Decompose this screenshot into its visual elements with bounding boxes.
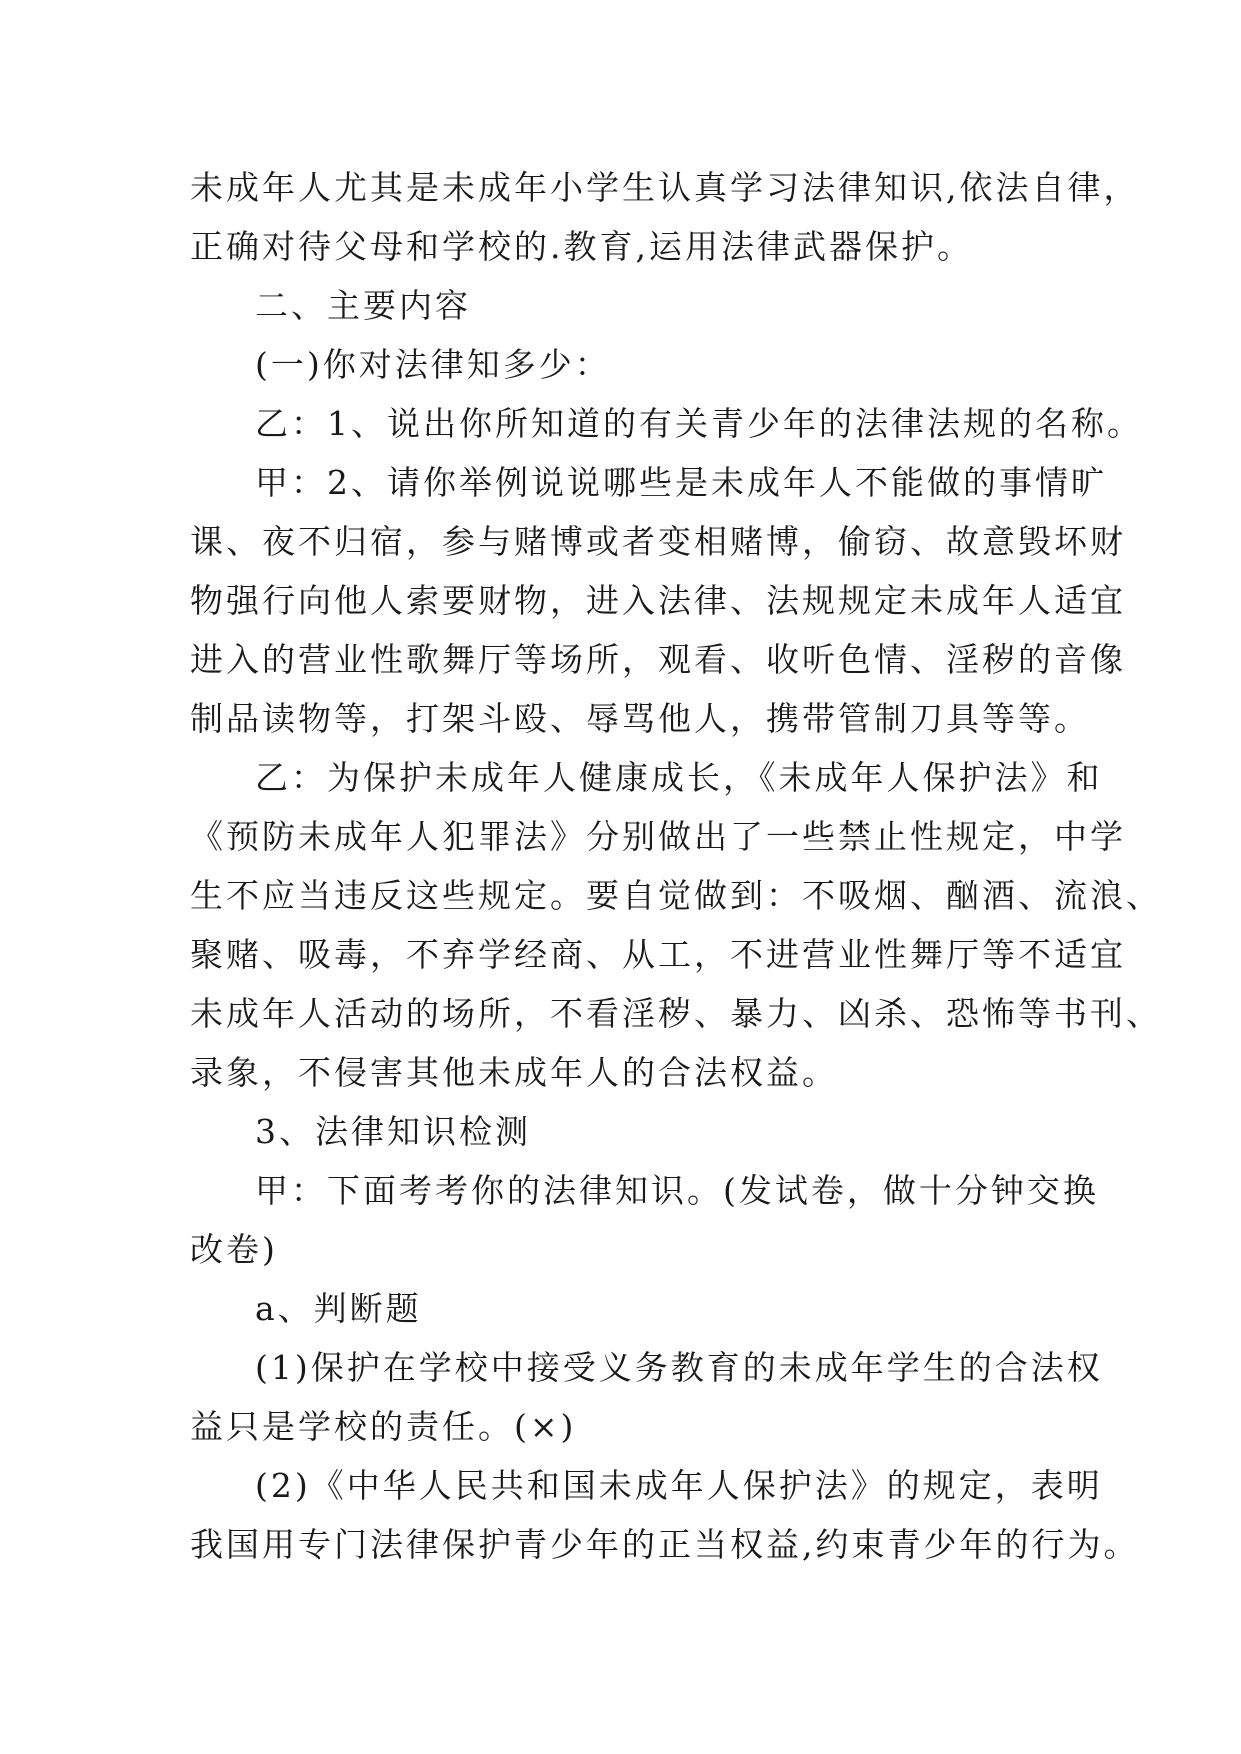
question-line: 益只是学校的责任。(×) bbox=[190, 1407, 577, 1446]
question-line: (2)《中华人民共和国未成年人保护法》的规定，表明 bbox=[255, 1466, 1103, 1505]
text-line: 录象，不侵害其他未成年人的合法权益。 bbox=[190, 1053, 838, 1092]
question-line: 我国用专门法律保护青少年的正当权益,约束青少年的行为。 bbox=[190, 1525, 1140, 1564]
text-line: 乙：1、说出你所知道的有关青少年的法律法规的名称。 bbox=[255, 404, 1143, 443]
subsection-heading: 3、法律知识检测 bbox=[255, 1112, 531, 1151]
section-heading: 二、主要内容 bbox=[255, 286, 471, 325]
text-line: 乙：为保护未成年人健康成长，《未成年人保护法》和 bbox=[255, 758, 1103, 797]
text-line: 物强行向他人索要财物，进入法律、法规规定未成年人适宜 bbox=[190, 581, 1126, 620]
question-line: (1)保护在学校中接受义务教育的未成年学生的合法权 bbox=[255, 1348, 1103, 1387]
text-line: 甲：2、请你举例说说哪些是未成年人不能做的事情旷 bbox=[255, 463, 1107, 502]
text-line: 未成年人活动的场所，不看淫秽、暴力、凶杀、恐怖等书刊、 bbox=[190, 994, 1162, 1033]
text-line: 甲：下面考考你的法律知识。(发试卷，做十分钟交换 bbox=[255, 1171, 1099, 1210]
subsection-heading: a、判断题 bbox=[255, 1289, 422, 1328]
text-line: 课、夜不归宿，参与赌博或者变相赌博，偷窃、故意毁坏财 bbox=[190, 522, 1126, 561]
subsection-heading: (一)你对法律知多少： bbox=[255, 345, 611, 384]
text-line: 进入的营业性歌舞厅等场所，观看、收听色情、淫秽的音像 bbox=[190, 640, 1126, 679]
text-line: 改卷) bbox=[190, 1230, 278, 1269]
text-line: 聚赌、吸毒，不弃学经商、从工，不进营业性舞厅等不适宜 bbox=[190, 935, 1126, 974]
text-line: 未成年人尤其是未成年小学生认真学习法律知识,依法自律， bbox=[190, 168, 1140, 207]
text-line: 生不应当违反这些规定。要自觉做到：不吸烟、酗酒、流浪、 bbox=[190, 876, 1162, 915]
text-line: 《预防未成年人犯罪法》分别做出了一些禁止性规定，中学 bbox=[190, 817, 1126, 856]
text-line: 制品读物等，打架斗殴、辱骂他人，携带管制刀具等等。 bbox=[190, 699, 1090, 738]
text-line: 正确对待父母和学校的.教育,运用法律武器保护。 bbox=[190, 227, 973, 266]
